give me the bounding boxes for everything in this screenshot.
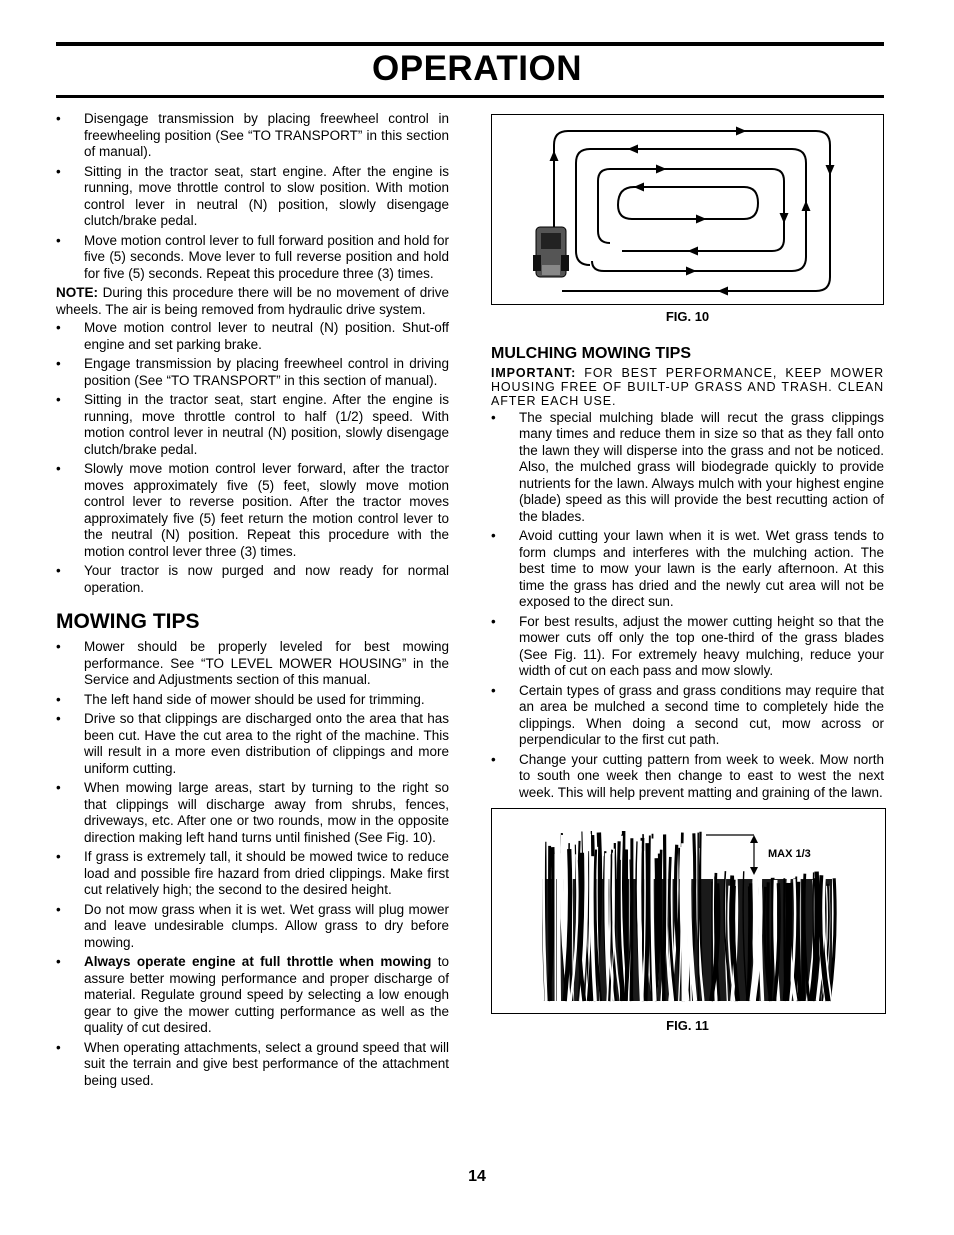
list-item: • The special mulching blade will recut the grass clippings many times and reduce them in size so that as they fall onto the lawn they will disperse into the grass and not be noticed. Also, the mulched grass will biodegrade quickly to provide nutrients for the lawn. Always mulch with your highest engine (blade) speed as this will provide the best recutting action of the blades.	[491, 410, 884, 526]
arrow-up-icon	[750, 835, 758, 843]
list-item: • Sitting in the tractor seat, start engine. After the engine is running, move throttle control to half (1/2) speed. With motion control lever in neutral (N) position, slowly disengage clutch/brake pedal.	[56, 392, 449, 458]
grass-blade	[698, 833, 699, 1001]
page-title: OPERATION	[372, 49, 582, 88]
list-item: • For best results, adjust the mower cutting height so that the mower cuts off only the top one-third of the grass blades (See Fig. 11). For extremely heavy mulching, reduce your width of cut on each pass and mow slowly.	[491, 614, 884, 680]
mulching-tips-list	[491, 410, 884, 802]
grass-blade	[626, 850, 627, 1001]
arrow-down-icon	[750, 867, 758, 875]
inner-path-line	[618, 187, 758, 219]
list-item: • When mowing large areas, start by turning to the right so that clippings will discharge away from shrubs, fences, driveways, etc. After one or two rounds, mow in the opposite direction making left hand turns until finished (See Fig. 10).	[56, 780, 449, 846]
list-item: • Engage transmission by placing freewheel control in driving position (See “TO TRANSPORT” in this section of manual).	[56, 356, 449, 389]
important-label: IMPORTANT:	[491, 365, 577, 380]
list-item: • Slowly move motion control lever forward, after the tractor moves approximately five (5) feet, slowly move motion control lever to reverse position. After the tractor moves approximately five (5) feet return the motion control lever to the neutral (N) position. Repeat this procedure with the motion control lever three (3) times.	[56, 461, 449, 560]
purge-steps-list-1	[56, 111, 449, 282]
list-item: • Avoid cutting your lawn when it is wet. Wet grass tends to form clumps and interferes with the mulching action. The best time to mow your lawn is the early afternoon. At this time the grass has dried and the newly cut area will not be exposed to the direct sun.	[491, 528, 884, 611]
mowing-tips-list	[56, 639, 449, 1089]
important-paragraph	[491, 366, 884, 408]
grass-blade	[620, 860, 621, 1001]
list-item	[56, 954, 449, 1037]
grass-height-illustration	[492, 809, 884, 1012]
list-item: • If grass is extremely tall, it should be mowed twice to reduce load and possible fire hazard from dried clippings. Make first cut relatively high; the second to the desired height.	[56, 849, 449, 899]
list-item: • Do not mow grass when it is wet. Wet grass will plug mower and leave undesirable clumps. Allow grass to dry before mowing.	[56, 902, 449, 952]
right-column	[491, 114, 884, 1035]
list-item: • Certain types of grass and grass conditions may require that an area be mulched a second time to completely hide the clippings. When doing a second cut, mow across or perpendicular to the first cut path.	[491, 683, 884, 749]
mowing-pattern-diagram	[492, 115, 882, 303]
list-item: • Move motion control lever to neutral (N) position. Shut-off engine and set parking brake.	[56, 320, 449, 353]
list-item: • Change your cutting pattern from week to week. Mow north to south one week then change to east to west the next week. This will help prevent matting and graining of the lawn.	[491, 752, 884, 802]
note-text: During this procedure there will be no movement of drive wheels. The air is being removed from hydraulic drive system.	[56, 285, 449, 317]
instruction-text: to assure better mowing performance and proper discharge of material. Regulate ground speed by selecting a low enough gear to give the mower cutting performance as well as the quality of cut desired.	[84, 954, 449, 1035]
list-item: • Drive so that clippings are discharged onto the area that has been cut. Have the cut area to the right of the machine. This will result in a more even distribution of clippings and more uniform cutting.	[56, 711, 449, 777]
purge-steps-list-2	[56, 320, 449, 596]
list-item: • When operating attachments, select a ground speed that will suit the terrain and give best performance of the attachment being used.	[56, 1040, 449, 1090]
left-column	[56, 111, 449, 1092]
list-item: • Mower should be properly leveled for best mowing performance. See “TO LEVEL MOWER HOUSING” in the Service and Adjustments section of this manual.	[56, 639, 449, 689]
list-item: • Move motion control lever to full forward position and hold for five (5) seconds. Move lever to full reverse position and hold for five (5) seconds. Repeat this procedure three (3) times.	[56, 233, 449, 283]
list-item: • Your tractor is now purged and now ready for normal operation.	[56, 563, 449, 596]
bold-instruction: Always operate engine at full throttle when mowing	[84, 954, 432, 969]
fig11-frame	[491, 808, 886, 1014]
list-item: • The left hand side of mower should be used for trimming.	[56, 692, 449, 709]
page-number: 14	[468, 1168, 486, 1185]
grass-blade	[550, 846, 551, 1001]
fig10-frame	[491, 114, 884, 305]
fig11-caption: FIG. 11	[666, 1018, 709, 1033]
mowing-tips-heading: MOWING TIPS	[56, 610, 200, 633]
fig10-caption: FIG. 10	[665, 309, 710, 324]
note-paragraph	[56, 285, 449, 318]
outer-path-line	[554, 131, 830, 291]
max-label: MAX 1/3	[768, 848, 811, 860]
tractor-icon	[533, 227, 569, 277]
list-item: • Disengage transmission by placing freewheel control in freewheeling position (See “TO TRANSPORT” in this section of manual).	[56, 111, 449, 161]
mulching-heading: MULCHING MOWING TIPS	[491, 344, 691, 362]
title-underline	[56, 95, 884, 98]
important-text: FOR BEST PERFORMANCE, KEEP MOWER HOUSING FREE OF BUILT-UP GRASS AND TRASH. CLEAN AFTER EACH USE.	[491, 365, 884, 408]
grass-blade	[645, 843, 647, 1001]
note-label: NOTE:	[56, 285, 98, 300]
second-path-line	[576, 149, 806, 271]
list-item: • Sitting in the tractor seat, start engine. After the engine is running, move throttle control to slow position. With motion control lever in neutral (N) position, slowly disengage clutch/brake pedal.	[56, 164, 449, 230]
